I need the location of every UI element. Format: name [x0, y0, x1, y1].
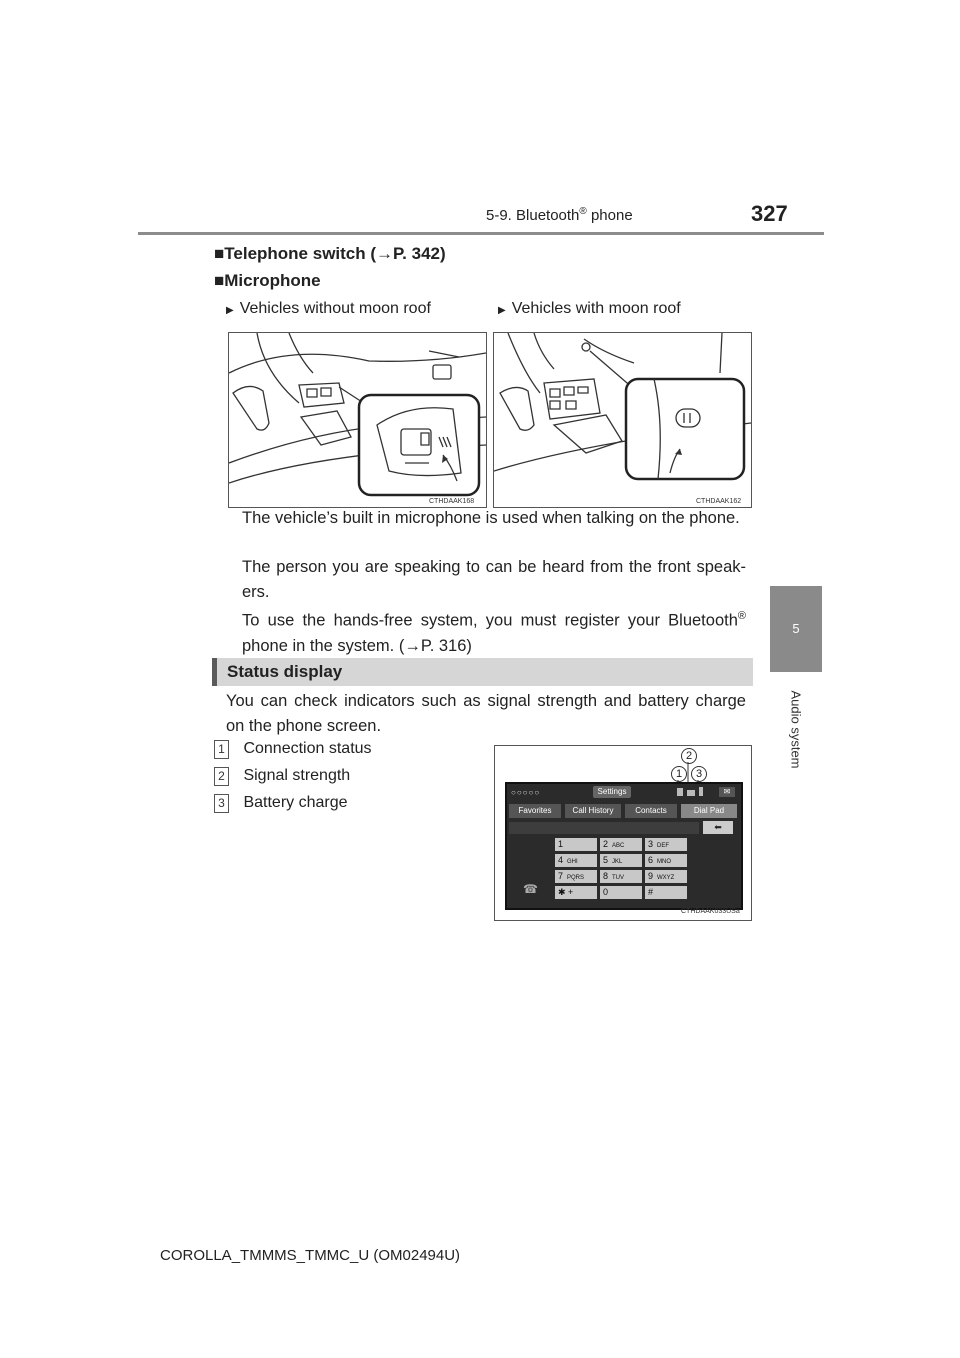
dial-key-letters: PQRS: [567, 875, 585, 881]
dial-key-letters: MNO: [657, 859, 672, 865]
registered-mark: ®: [579, 206, 587, 217]
dial-key-digit: #: [648, 887, 654, 897]
dial-key[interactable]: [555, 838, 597, 851]
figure-code-screen: CTHDAAK033USa: [681, 908, 740, 915]
microphone-paragraph-1: The vehicle’s built in microphone is used when talking on the phone.: [242, 509, 740, 527]
dial-key[interactable]: [555, 854, 597, 867]
dial-key-digit: ✱ +: [558, 887, 574, 897]
signal-strength-icon: [687, 790, 695, 796]
callout-number-badge: 3: [214, 794, 229, 813]
callout-number-badge: 2: [214, 767, 229, 786]
dial-key[interactable]: [555, 886, 597, 899]
dial-key-digit: 4: [558, 855, 564, 865]
dial-key-digit: 7: [558, 871, 564, 881]
dial-key-digit: 9: [648, 871, 654, 881]
dial-key[interactable]: [645, 854, 687, 867]
status-list-item-label: Connection status: [243, 740, 372, 757]
dial-key[interactable]: [645, 886, 687, 899]
microphone-paragraph-3a: To use the hands-free system, you must register your Bluetooth: [242, 611, 738, 630]
callout-circle-1: 1: [671, 766, 687, 782]
dial-key[interactable]: [645, 870, 687, 883]
dial-key[interactable]: [600, 886, 642, 899]
dial-key-digit: 3: [648, 839, 654, 849]
mail-icon[interactable]: ✉: [719, 787, 735, 797]
dial-key-letters: DEF: [657, 843, 670, 849]
dial-key[interactable]: [600, 854, 642, 867]
dial-key-letters: ABC: [612, 843, 625, 849]
tab-dial-pad[interactable]: Dial Pad: [681, 804, 737, 818]
section-title: [486, 206, 633, 224]
microphone-paragraph-2: The person you are speaking to can be heard from the front speak-ers.: [242, 558, 746, 601]
dial-key-digit: 6: [648, 855, 654, 865]
battery-icon: [699, 787, 703, 796]
document-footer: COROLLA_TMMMS_TMMC_U (OM02494U): [160, 1247, 461, 1264]
phone-screen: [505, 782, 743, 910]
dial-key-digit: 8: [603, 871, 609, 881]
dial-key[interactable]: [645, 838, 687, 851]
triangle-bullet-icon: ▶: [226, 305, 234, 316]
microphone-paragraph-3: [242, 604, 746, 659]
status-list-item: [214, 740, 372, 759]
dial-key-digit: 1: [558, 839, 564, 849]
callout-circle-2: 2: [681, 748, 697, 764]
chapter-tab-label-text: Audio system: [788, 690, 804, 769]
callout-number-badge: 1: [214, 740, 229, 759]
dial-key[interactable]: [555, 870, 597, 883]
status-display-title: Status display: [227, 662, 343, 681]
tab-contacts[interactable]: Contacts: [625, 804, 677, 818]
variant-without-moonroof: [226, 300, 431, 318]
status-display-intro: You can check indicators such as signal strength and battery charge on the phone screen.: [226, 692, 746, 735]
registered-mark: ®: [737, 610, 746, 622]
dial-key[interactable]: [600, 870, 642, 883]
phone-screen-illustration: [494, 745, 752, 921]
microphone-heading: ■Microphone: [214, 271, 321, 290]
chapter-tab-label: [786, 682, 806, 782]
variant-without-moonroof-label: Vehicles without moon roof: [239, 300, 431, 317]
triangle-bullet-icon: ▶: [498, 305, 506, 316]
dial-key-letters: TUV: [612, 875, 625, 881]
section-title-suffix: phone: [586, 207, 633, 224]
dial-key-digit: 5: [603, 855, 609, 865]
page-number: 327: [751, 201, 788, 226]
telephone-switch-heading: ■Telephone switch (→P. 342): [214, 244, 446, 263]
tab-call-history[interactable]: Call History: [565, 804, 621, 818]
variant-with-moonroof-label: Vehicles with moon roof: [511, 300, 681, 317]
overhead-console-illustration: [229, 333, 486, 507]
overhead-console-moonroof-illustration: [494, 333, 751, 507]
microphone-paragraph-3b: phone in the system. (→P. 316): [242, 636, 472, 655]
backspace-button[interactable]: ⬅: [703, 821, 733, 834]
status-list-item: [214, 794, 348, 813]
figure-code-right: CTHDAAK162: [696, 498, 742, 505]
status-list-item-label: Battery charge: [243, 794, 348, 811]
dial-key[interactable]: [600, 838, 642, 851]
dial-key-letters: WXYZ: [657, 875, 675, 881]
dial-keypad: [555, 838, 687, 899]
callout-circle-3: 3: [691, 766, 707, 782]
dial-key-digit: 0: [603, 887, 609, 897]
figure-code-left: CTHDAAK168: [429, 498, 475, 505]
status-list-item: [214, 767, 350, 786]
section-title-prefix: 5-9. Bluetooth: [486, 207, 580, 224]
device-dots-icon: ○○○○○: [511, 788, 541, 797]
bluetooth-status-icon: [677, 788, 683, 796]
dial-number-field[interactable]: [509, 822, 699, 834]
chapter-tab-number: 5: [770, 586, 822, 672]
illustration-with-moonroof: [493, 332, 752, 508]
phone-handset-icon[interactable]: ☎: [523, 882, 538, 896]
status-display-heading: [212, 658, 753, 686]
settings-button[interactable]: Settings: [593, 786, 631, 798]
tab-favorites[interactable]: Favorites: [509, 804, 561, 818]
header-rule: [138, 232, 824, 235]
variant-with-moonroof: [498, 300, 681, 318]
illustration-without-moonroof: [228, 332, 487, 508]
dial-key-letters: GHI: [567, 859, 578, 865]
dial-key-digit: 2: [603, 839, 609, 849]
status-list-item-label: Signal strength: [243, 767, 351, 784]
dial-key-letters: JKL: [612, 859, 623, 865]
